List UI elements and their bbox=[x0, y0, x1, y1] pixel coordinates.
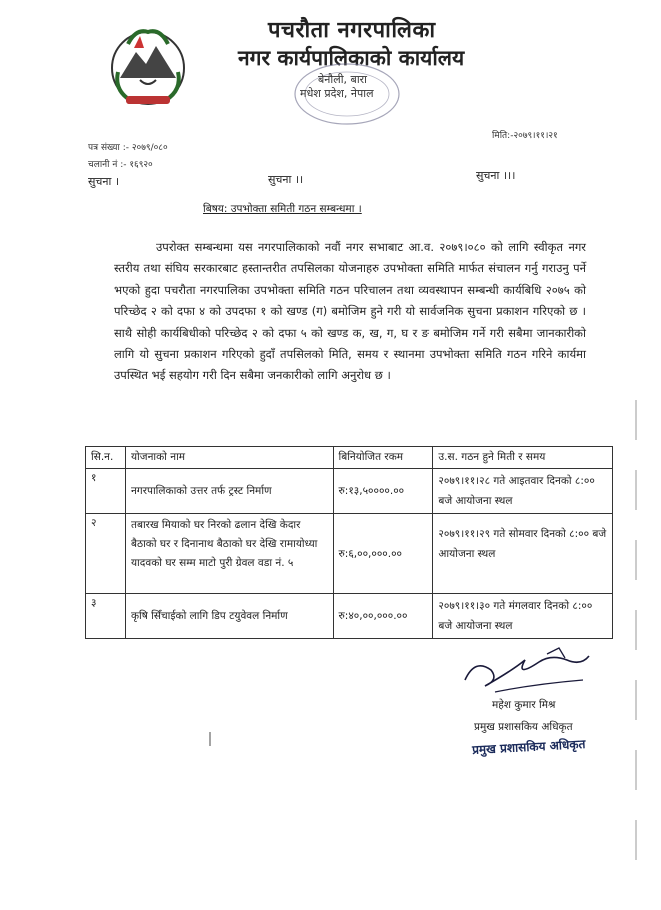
notice-heading-3: सुचना ।।। bbox=[476, 169, 516, 182]
table-row bbox=[86, 514, 613, 594]
letter-number: पत्र संख्या :- २०७९/०८० bbox=[88, 143, 168, 153]
header-project-name: योजनाको नाम bbox=[125, 447, 333, 469]
page-edge-mark bbox=[634, 400, 638, 870]
row-amount: रु:४०,००,०००.०० bbox=[333, 594, 433, 639]
office-title-line2: नगर कार्यपालिकाको कार्यालय bbox=[238, 46, 465, 70]
table-header-row bbox=[86, 447, 613, 469]
notice-heading-1: सुचना । bbox=[88, 175, 120, 188]
row-project-name: कृषि सिँचाईको लागि डिप टयुवेवल निर्माण bbox=[125, 594, 333, 639]
row-amount: रु:१३,५००००.०० bbox=[333, 469, 433, 514]
row-amount: रु:६,००,०००.०० bbox=[333, 514, 433, 594]
ink-speck bbox=[206, 732, 214, 746]
signatory-designation: प्रमुख प्रशासकिय अधिकृत bbox=[474, 721, 573, 733]
header-allocated-amount: बिनियोजित रकम bbox=[333, 447, 433, 469]
row-serial: २ bbox=[86, 514, 126, 594]
row-serial: ३ bbox=[86, 594, 126, 639]
table-row bbox=[86, 594, 613, 639]
row-schedule: २०७९।११।३० गते मंगलवार दिनको ८:०० बजे आयोजना स्थल bbox=[433, 594, 613, 639]
row-schedule: २०७९।११।२९ गते सोमवार दिनको ८:०० बजे आयोजना स्थल bbox=[433, 514, 613, 594]
office-title-line1: पचरौता नगरपालिका bbox=[268, 18, 436, 43]
row-schedule: २०७९।११।२८ गते आइतवार दिनको ८:०० बजे आयोजना स्थल bbox=[433, 469, 613, 514]
designation-stamp: प्रमुख प्रशासकिय अधिकृत bbox=[471, 737, 586, 757]
row-project-name: तबारख मियाको घर निरको ढलान देखि केदार बैठाको घर र दिनानाथ बैठाको घर देखि रामायोध्या यादवको घर सम्म माटो पुरी ग्रेवल वडा नं. ५ bbox=[125, 514, 333, 594]
header-formation-schedule: उ.स. गठन हुने मिती र समय bbox=[433, 447, 613, 469]
letter-subject: बिषय: उपभोक्ता समिती गठन सम्बन्धमा । bbox=[203, 203, 362, 215]
dispatch-number: चलानी नं :- १६९२० bbox=[88, 160, 153, 170]
signatory-name: महेश कुमार मिश्र bbox=[492, 699, 556, 711]
header-serial: सि.न. bbox=[86, 447, 126, 469]
row-serial: १ bbox=[86, 469, 126, 514]
row-project-name: नगरपालिकाको उत्तर तर्फ ट्रस्ट निर्माण bbox=[125, 469, 333, 514]
handwritten-signature bbox=[455, 640, 595, 700]
office-address-line2: मधेश प्रदेश, नेपाल bbox=[300, 87, 374, 100]
coat-of-arms-emblem bbox=[100, 18, 196, 114]
notice-body-paragraph: उपरोक्त सम्बन्धमा यस नगरपालिकाको नवौं नगर सभाबाट आ.व. २०७९।०८० को लागि स्वीकृत नगर स्तरीय तथा संघिय सरकारबाट हस्तान्तरीत तपसिलका योजनाहरु उपभोक्ता समिति मार्फत संचालन गर्नु गराउनु पर्ने भएको हुदा पचरौता नगरपालिका उपभोक्ता समिति गठन परिचालन तथा व्यवस्थापन सम्बन्धी कार्यबिधि २०७५ को परिच्छेद २ को दफा ४ को उपदफा १ को खण्ड (ग) बमोजिम हुने गरी यो सार्वजनिक सुचना प्रकाशन गरिएको छ । साथै सोही कार्यबिधीको परिच्छेद २ को दफा ५ को खण्ड क, ख, ग, घ र ङ बमोजिम गर्ने गरी सबैमा जानकारीको लागि यो सुचना प्रकाशन गरिएको हुदाँ तपसिलको मिति, समय र स्थानमा उपभोक्ता समिति गठन गरिने कार्यमा उपस्थित भई सहयोग गरी दिन सबैमा जनकारीको लागि अनुरोध छ । bbox=[114, 240, 586, 383]
table-row bbox=[86, 469, 613, 514]
project-schedule-table bbox=[85, 446, 613, 639]
office-address-line1: बेनौली, बारा bbox=[318, 73, 368, 86]
letter-date: मिति:-२०७९।११।२१ bbox=[492, 131, 558, 141]
notice-heading-2: सुचना ।। bbox=[268, 173, 304, 186]
